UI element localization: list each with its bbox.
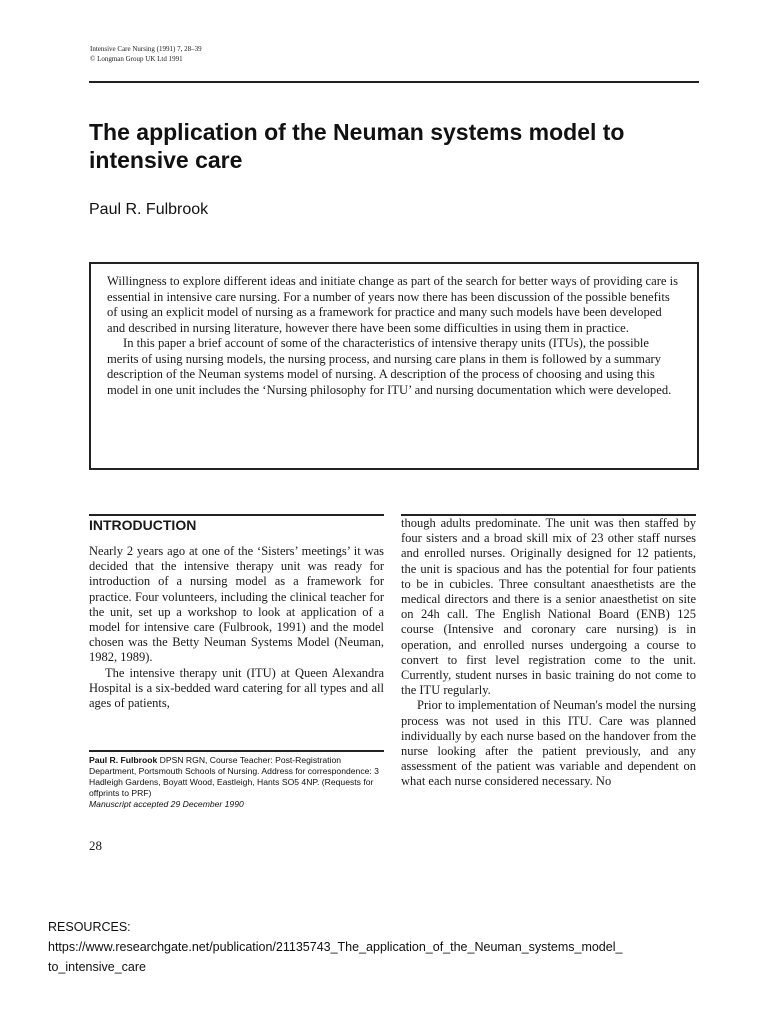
resources-link-continued[interactable]: to_intensive_care [48, 960, 146, 974]
journal-citation-block [90, 44, 350, 64]
section-heading-introduction: INTRODUCTION [89, 514, 384, 534]
abstract-paragraph: In this paper a brief account of some of the characteristics of intensive therapy units (ITUs), the possible merits of using nursing models, the nursing process, and nursing care plans in them is followed by a summary description of the Neuman systems model of nursing. A description of the process of choosing and using this model in one unit includes the ‘Nursing philosophy for ITU’ and nursing documentation which were developed. [107, 336, 672, 397]
article-author: Paul R. Fulbrook [89, 201, 209, 218]
abstract-box [89, 262, 699, 470]
manuscript-accepted-note: Manuscript accepted 29 December 1990 [89, 799, 244, 809]
author-footnote [89, 755, 389, 810]
page-number: 28 [89, 838, 102, 853]
journal-citation: Intensive Care Nursing (1991) 7, 28–39 [90, 45, 202, 53]
header-rule [89, 81, 699, 83]
article-title: The application of the Neuman systems model to intensive care [89, 119, 625, 173]
footnote-author-name: Paul R. Fulbrook [89, 755, 158, 765]
body-paragraph: Prior to implementation of Neuman's model the nursing process was not used in this ITU. Care was planned individually by each nurse based on the handover from the nurse looking after the patient previously, and any assessment of the patient was variable and dependent on what each nurse considered necessary. No [401, 698, 696, 789]
abstract-paragraph: Willingness to explore different ideas and initiate change as part of the search for better ways of providing care is essential in intensive care nursing. For a number of years now there has been discussion of the possible benefits of using an explicit model of nursing as a framework for practice and many such models have been developed and described in nursing literature, however there have been some difficulties in using them in practice. [107, 274, 679, 335]
journal-copyright: © Longman Group UK Ltd 1991 [90, 55, 183, 63]
left-column [89, 514, 384, 711]
resources-label: RESOURCES: [48, 920, 131, 934]
resources-link[interactable]: https://www.researchgate.net/publication/21135743_The_application_of_the_Neuman_systems_model_ [48, 940, 623, 954]
resources-note [48, 917, 748, 977]
body-paragraph: Nearly 2 years ago at one of the ‘Sisters’ meetings’ it was decided that the intensive therapy unit was ready for introduction of a nursing model as a framework for practice. Four volunteers, including the clinical teacher for the unit, set up a workshop to look at application of a model for intensive care (Fulbrook, 1991) and the model chosen was the Betty Neuman Systems Model (Neuman, 1982, 1989). [89, 544, 384, 665]
right-column [401, 514, 696, 790]
body-paragraph: The intensive therapy unit (ITU) at Queen Alexandra Hospital is a six-bedded ward catering for all types and all ages of patients, [89, 665, 384, 711]
footnote-author-details: DPSN RGN, Course Teacher: Post-Registration Department, Portsmouth Schools of Nursing. Address for correspondence: 3 Hadleigh Gardens, Boyatt Wood, Eastleigh, Hants SO5 4NP. (Requests for offprints to PRF) [89, 755, 379, 798]
body-paragraph: though adults predominate. The unit was then staffed by four sisters and a broad skill mix of 23 other staff nurses and enrolled nurses. Originally designed for 12 patients, the unit is spacious and has the potential for four patients to be in cubicles. Three consultant anaesthetists are the medical directors and there is a senior anaesthetist on site on 24h call. The English National Board (ENB) 125 course (Intensive and coronary care nursing) is in operation, and enrolled nurses undergoing a course to convert to first level registration come to the unit. Currently, student nurses in basic training do not come to the ITU regularly. [401, 516, 696, 698]
footnote-rule [89, 750, 384, 752]
